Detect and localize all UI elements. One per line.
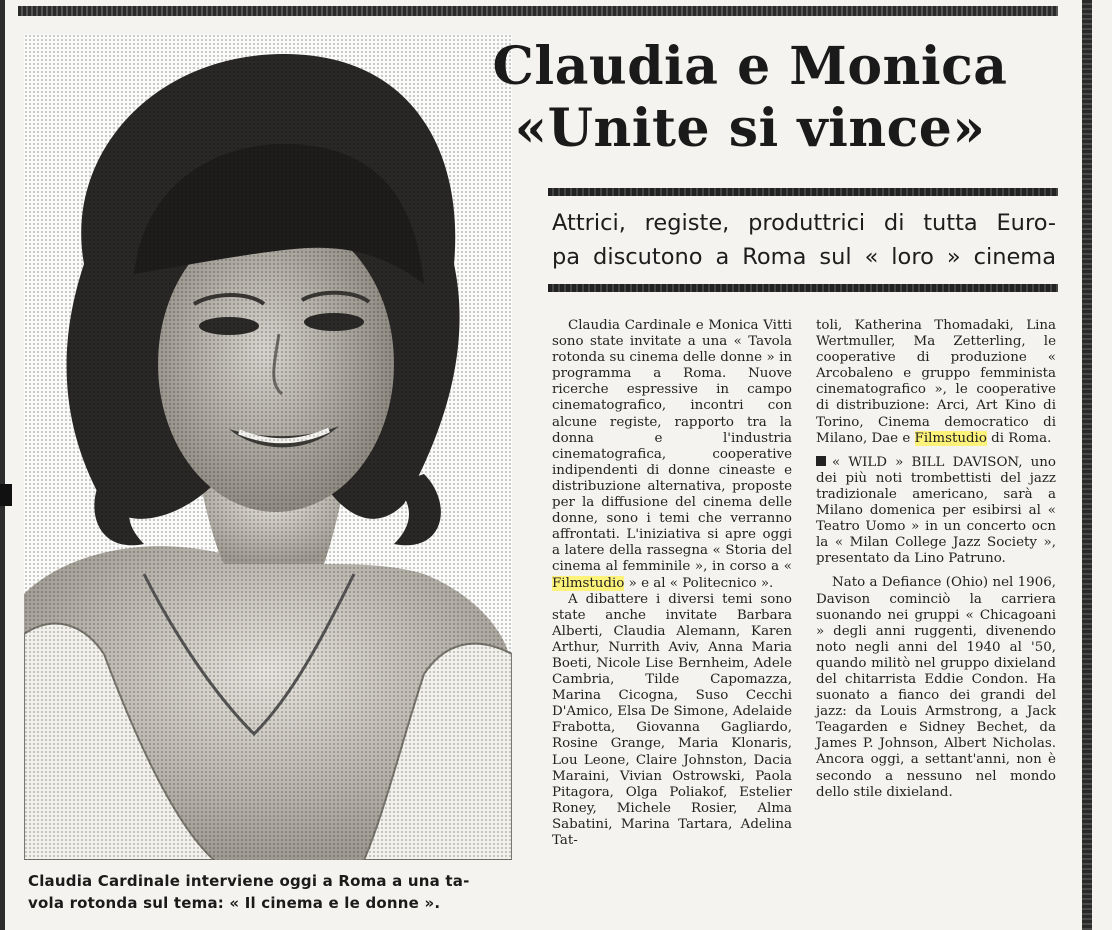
square-bullet-icon: [816, 456, 826, 466]
article-paragraph: [552, 318, 792, 592]
page-edge-left: [0, 0, 5, 930]
article-column-1: [552, 318, 792, 849]
text-run: « WILD » BILL DAVISON, uno dei più noti trombettisti del jazz tradizionale americano, sarà a Milano domenica per esibirsi al « Teatro Uomo » in un concerto ocn la « Milan College Jazz Society », presentato da Lino Patruno.: [816, 454, 1056, 567]
subheadline-line-1: Attrici, registe, produttrici di tutta Euro-: [552, 210, 1056, 236]
headline: [450, 36, 1050, 160]
headline-line-1: Claudia e Monica: [492, 36, 1008, 97]
highlighted-term: Filmstudio: [914, 430, 987, 446]
text-run: » e al « Politecnico ».: [624, 575, 774, 591]
article-column-2: [816, 318, 1056, 801]
subheadline-line-2: pa discutono a Roma sul « loro » cinema: [552, 244, 1056, 270]
column-border-right: [1082, 0, 1092, 930]
headline-line-2: «Unite si vince»: [514, 98, 986, 159]
article-paragraph: [816, 455, 1056, 568]
article-paragraph: A dibattere i diversi temi sono state anche invitate Barbara Alberti, Claudia Alemann, Karen Arthur, Nurrith Aviv, Anna Maria Boeti, Nicole Lise Bernheim, Adele Cambria, Tilde Capomazza, Marina Cicogna, Suso Cecchi D'Amico, Elsa De Simone, Adelaide Frabotta, Giovanna Gagliardo, Rosine Grange, Maria Klonaris, Lou Leone, Claire Johnston, Dacia Maraini, Vivian Ostrowski, Paola Pitagora, Olga Poliakof, Estelier Roney, Michele Rosier, Alma Sabatini, Marina Tartara, Adelina Tat-: [552, 591, 792, 848]
margin-mark: [0, 484, 12, 506]
subhead-rule-top: [548, 188, 1058, 196]
text-run: toli, Katherina Thomadaki, Lina Wertmuller, Ma Zetterling, le cooperative di produzione « Arcobaleno e gruppo femminista cinematografico », le cooperative di distribuzione: Arci, Art Kino di Torino, Cinema democratico di Milano, Dae e: [816, 318, 1056, 446]
caption-line-2: vola rotonda sul tema: « Il cinema e le donne ».: [28, 894, 441, 912]
article-paragraph: [816, 318, 1056, 447]
text-run: di Roma.: [986, 430, 1052, 446]
portrait-illustration: [24, 34, 512, 860]
caption-line-1: Claudia Cardinale interviene oggi a Roma a una ta-: [28, 872, 470, 890]
top-border-rule: [18, 6, 1058, 16]
portrait-photo: [24, 34, 512, 860]
text-run: Claudia Cardinale e Monica Vitti sono state invitate a una « Tavola rotonda su cinema delle donne » in programma a Roma. Nuove ricerche espressive in campo cinematografico, incontri con alcune registe, rapporto tra la donna e l'industria cinematografica, cooperative indipendenti di donne cineaste e distribuzione alternativa, proposte per la diffusione del cinema delle donne, sono i temi che verranno affrontati. L'iniziativa si apre oggi a latere della rassegna « Storia del cinema al femminile », in corso a «: [552, 318, 792, 575]
subhead-rule-bottom: [548, 284, 1058, 292]
subheadline: [552, 206, 1056, 274]
highlighted-term: Filmstudio: [552, 575, 625, 591]
photo-caption: [28, 870, 526, 914]
article-paragraph: Nato a Defiance (Ohio) nel 1906, Davison cominciò la carriera suonando nei gruppi « Chicagoani » degli anni ruggenti, divenendo noto negli anni del 1940 al '50, quando militò nel gruppo dixieland del chitarrista Eddie Condon. Ha suonato a fianco dei grandi del jazz: da Louis Armstrong, a Jack Teagarden e Sidney Bechet, da James P. Johnson, Albert Nicholas. Ancora oggi, a settant'anni, non è secondo a nessuno nel mondo dello stile dixieland.: [816, 575, 1056, 800]
